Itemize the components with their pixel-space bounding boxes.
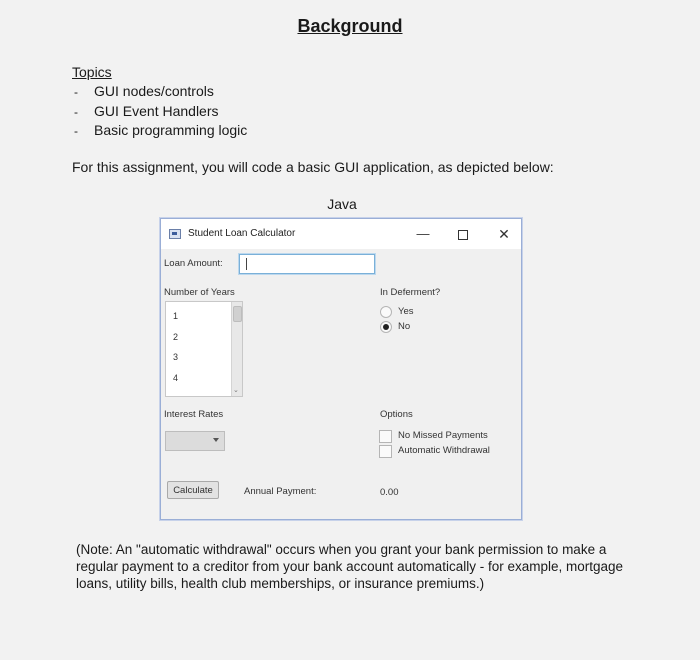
document-title: Background <box>297 16 403 36</box>
topic-label: Basic programming logic <box>94 122 248 138</box>
topic-item <box>74 102 247 122</box>
window-titlebar[interactable] <box>161 219 521 249</box>
maximize-button[interactable] <box>453 224 473 244</box>
topics-list <box>74 82 247 141</box>
note-text: (Note: An "automatic withdrawal" occurs when you grant your bank permission to make a regular payment to a creditor from your bank account automatically - for example, mortgage loans, utility bills, health club memberships, or insurance premiums.) <box>76 542 624 591</box>
student-loan-calculator-window <box>160 218 522 520</box>
annual-payment-label: Annual Payment: <box>244 486 317 497</box>
intro-text: For this assignment, you will code a basic GUI application, as depicted below: <box>72 159 554 175</box>
calculate-button[interactable]: Calculate <box>167 481 219 499</box>
no-missed-payments-checkbox[interactable] <box>379 430 392 443</box>
years-option[interactable]: 1 <box>173 311 179 321</box>
years-option[interactable]: 2 <box>173 332 179 342</box>
close-button[interactable]: ✕ <box>498 226 510 242</box>
deferment-label: In Deferment? <box>380 287 441 298</box>
bullet-dash: - <box>74 124 78 138</box>
deferment-no-radio[interactable] <box>380 321 392 333</box>
maximize-icon <box>458 230 468 240</box>
years-option[interactable]: 4 <box>173 373 179 383</box>
text-caret <box>246 258 247 270</box>
figure-caption: Java <box>327 196 357 212</box>
automatic-withdrawal-label[interactable]: Automatic Withdrawal <box>398 445 490 456</box>
topic-label: GUI nodes/controls <box>94 83 214 99</box>
loan-amount-input[interactable] <box>239 254 375 274</box>
options-label: Options <box>380 409 413 420</box>
interest-rates-label: Interest Rates <box>164 409 224 420</box>
annual-payment-value: 0.00 <box>380 487 399 498</box>
deferment-no-label[interactable]: No <box>398 321 411 332</box>
topic-label: GUI Event Handlers <box>94 102 219 119</box>
minimize-button[interactable]: — <box>416 226 430 241</box>
no-missed-payments-label[interactable]: No Missed Payments <box>398 430 488 441</box>
dropdown-arrow-icon[interactable] <box>213 438 219 442</box>
window-title: Student Loan Calculator <box>188 228 296 239</box>
deferment-yes-radio[interactable] <box>380 306 392 318</box>
app-icon <box>169 229 181 239</box>
years-scrollbar[interactable] <box>231 302 242 396</box>
years-label: Number of Years <box>164 287 235 298</box>
bullet-dash: - <box>74 104 78 119</box>
chevron-down-icon[interactable]: ⌄ <box>233 387 239 394</box>
topics-heading: Topics <box>72 64 112 80</box>
automatic-withdrawal-checkbox[interactable] <box>379 445 392 458</box>
scroll-thumb[interactable] <box>233 306 242 322</box>
years-listbox[interactable] <box>165 301 243 397</box>
topic-item <box>74 121 247 141</box>
years-option[interactable]: 3 <box>173 352 179 362</box>
bullet-dash: - <box>74 85 78 99</box>
loan-amount-label: Loan Amount: <box>164 258 223 269</box>
topic-item <box>74 82 247 102</box>
deferment-yes-label[interactable]: Yes <box>398 306 414 317</box>
interest-rates-combobox[interactable] <box>165 431 225 451</box>
